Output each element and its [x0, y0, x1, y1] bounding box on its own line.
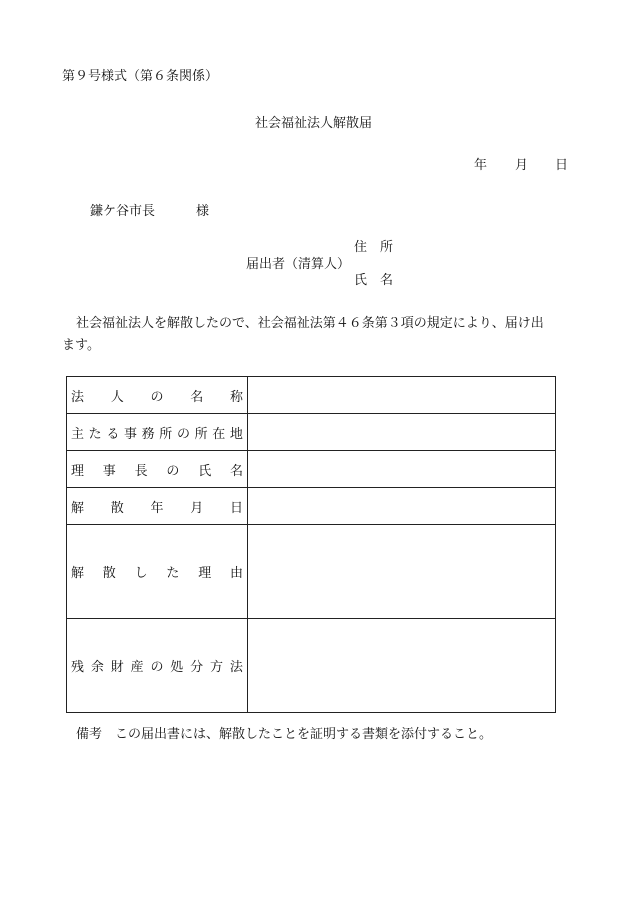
label-char: 法 [71, 389, 85, 405]
label-char: 長 [134, 463, 148, 479]
table-row [67, 619, 556, 713]
label-char: 理 [198, 566, 212, 581]
label-char: 処 [170, 660, 184, 675]
row-label [67, 451, 248, 488]
table-row [67, 377, 556, 414]
row-label [67, 377, 248, 414]
row-value-field[interactable] [248, 377, 556, 414]
row-label [67, 619, 248, 713]
addressee-honorific: 様 [196, 204, 210, 219]
date-day-label: 日 [555, 158, 569, 173]
row-value-field[interactable] [248, 488, 556, 525]
name-label: 氏 名 [354, 273, 394, 288]
document-title: 社会福祉法人解散届 [255, 116, 373, 131]
label-char: 務 [141, 426, 155, 442]
label-char: 分 [190, 660, 204, 675]
row-value-field[interactable] [248, 414, 556, 451]
label-char: 地 [229, 426, 243, 442]
label-char: 理 [71, 463, 85, 479]
label-char: の [150, 660, 164, 675]
label-char: 名 [229, 463, 243, 479]
label-char: の [176, 426, 190, 442]
label-char: た [166, 566, 180, 581]
table-row [67, 488, 556, 525]
row-label-text [71, 460, 243, 479]
date-month-label: 月 [515, 158, 529, 173]
label-char: 事 [123, 426, 137, 442]
label-char: 人 [110, 389, 124, 405]
body-text-line-2: ます。 [62, 338, 100, 353]
body-text-line-1: 社会福祉法人を解散したので、社会福祉法第４６条第３項の規定により、届け出 [76, 316, 544, 331]
table-row [67, 451, 556, 488]
label-char: 所 [159, 426, 173, 442]
note-text: 備考 この届出書には、解散したことを証明する書類を添付すること。 [76, 727, 493, 742]
label-char: 在 [212, 426, 226, 442]
date-year-label: 年 [474, 158, 488, 173]
label-char: の [166, 463, 180, 479]
label-char: 由 [229, 566, 243, 581]
label-char: 所 [194, 426, 208, 442]
row-label-text [71, 423, 243, 442]
label-char: 財 [110, 660, 124, 675]
row-label [67, 488, 248, 525]
label-char: 称 [229, 389, 243, 405]
table-row [67, 414, 556, 451]
label-char: 月 [190, 500, 204, 516]
label-char: 主 [71, 426, 85, 442]
label-char: 散 [102, 566, 116, 581]
address-label: 住 所 [354, 240, 394, 255]
form-number: 第９号様式（第６条関係） [62, 69, 219, 84]
label-char: し [134, 566, 148, 581]
label-char: 氏 [198, 463, 212, 479]
label-char: 法 [229, 660, 243, 675]
label-char: 名 [190, 389, 204, 405]
label-char: 方 [210, 660, 224, 675]
label-char: 解 [71, 566, 85, 581]
row-label [67, 414, 248, 451]
row-label-text [71, 386, 243, 405]
label-char: 日 [229, 500, 243, 516]
row-value-field[interactable] [248, 525, 556, 619]
form-table [66, 376, 556, 713]
row-label-text [71, 562, 243, 581]
row-label-text [71, 497, 243, 516]
label-char: 事 [102, 463, 116, 479]
label-char: 散 [110, 500, 124, 516]
submitter-label: 届出者（清算人） [246, 257, 351, 272]
label-char: た [88, 426, 102, 442]
label-char: 産 [130, 660, 144, 675]
label-char: る [106, 426, 120, 442]
label-char: の [150, 389, 164, 405]
row-value-field[interactable] [248, 619, 556, 713]
row-value-field[interactable] [248, 451, 556, 488]
label-char: 解 [71, 500, 85, 516]
label-char: 年 [150, 500, 164, 516]
label-char: 余 [90, 660, 104, 675]
label-char: 残 [71, 660, 85, 675]
addressee-name: 鎌ケ谷市長 [90, 204, 156, 219]
table-row [67, 525, 556, 619]
row-label [67, 525, 248, 619]
row-label-text [71, 656, 243, 675]
